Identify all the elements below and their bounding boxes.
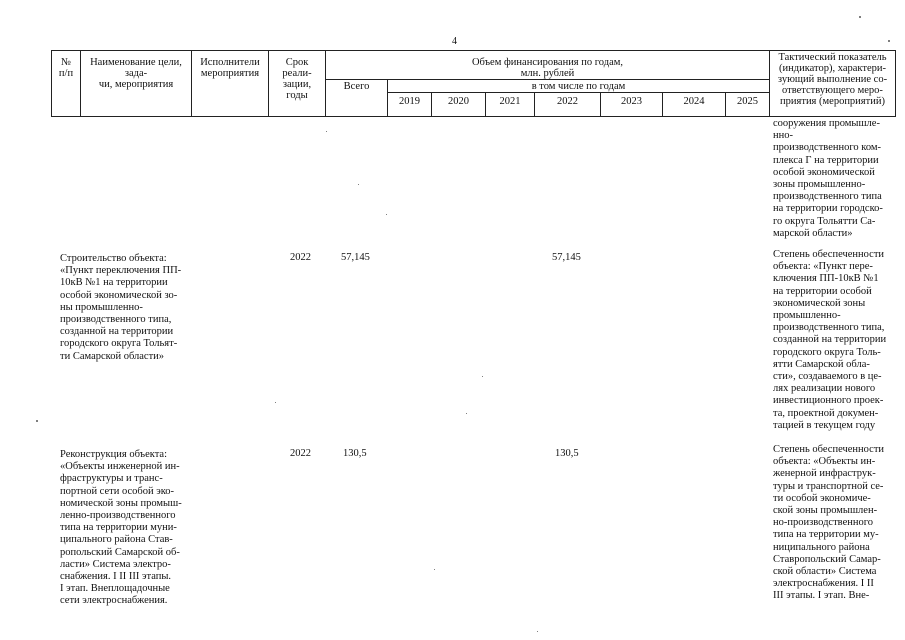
row2-indicator: Степень обеспеченности объекта: «Объекты ин- женерной инфраструк- туры и транспортной се- ти особой экономиче- ской зоны промышлен- но-производственного типа на территории му- ниципального района Ставропольский Самар- ской области» Система электроснабжения. I II III этапы. I этап. Вне-: [773, 444, 885, 602]
scan-speck: [859, 16, 861, 18]
scan-speck: [434, 569, 435, 570]
row2-2022: 130,5: [555, 448, 579, 459]
row2-name: Реконструкция объекта: «Объекты инженерной ин- фраструктуры и транс- портной сети особой эко- номической зоны промыш- ленно-производственного типа на территории муни- ципального района Став- ропольский Самарской об- ласти» Система электро- снабжения. I II III этапы. I этап. Внеплощадочные сети электроснабжения.: [60, 449, 182, 607]
row1-total: 57,145: [341, 252, 370, 263]
indicator-continuation: сооружения промышле- нно- производственного ком- плекса Г на территории особой экономической зоны промышленно- производственного типа на территории городско- го округа Тольятти Са- марской области»: [773, 118, 883, 239]
scan-speck: [888, 40, 890, 42]
row1-2022: 57,145: [552, 252, 581, 263]
row2-total: 130,5: [343, 448, 367, 459]
scan-speck: [482, 376, 483, 377]
header-year-2021: 2021: [499, 96, 521, 107]
scan-speck: [358, 184, 359, 185]
scan-speck: [537, 631, 538, 632]
header-indicator: Тактический показатель (индикатор), характери- зующий выполнение со- ответствующего меро- приятия (мероприятий): [777, 52, 888, 107]
header-year-2019: 2019: [399, 96, 420, 107]
table-right-border: [895, 50, 896, 117]
scan-speck: [386, 214, 387, 215]
header-executors: Исполнители мероприятия: [200, 57, 260, 79]
header-total: Всего: [343, 81, 370, 92]
header-term: Срок реали- зации, годы: [282, 57, 312, 101]
funding-header-divider: [325, 79, 769, 80]
scan-speck: [275, 402, 276, 403]
header-year-2022: 2022: [557, 96, 578, 107]
header-num: № п/п: [58, 57, 74, 79]
scan-speck: [326, 131, 327, 132]
scan-speck: [466, 413, 467, 414]
row1-indicator: Степень обеспеченности объекта: «Пункт пере- ключения ПП-10кВ №1 на территории особой экономической зоны промышленно- производственного типа, созданной на территории городского округа Толь- ятти Самарской обла- сти», создаваемого в це- лях реализации нового инвестиционного проек- та, проектной докумен- тацией в текущем году: [773, 249, 887, 431]
header-year-2025: 2025: [737, 96, 758, 107]
row1-name: Строительство объекта: «Пункт переключения ПП- 10кВ №1 на территории особой экономической зо- ны промышленно- производственного типа, созданной на территории городского округа Тольят- ти Самарской области»: [60, 253, 182, 362]
years-header-divider: [387, 92, 769, 93]
header-year-2023: 2023: [621, 96, 642, 107]
header-by-years: в том числе по годам: [531, 81, 626, 92]
page-number: 4: [452, 36, 457, 47]
scan-speck: [36, 420, 38, 422]
row2-term: 2022: [290, 448, 311, 459]
row1-term: 2022: [290, 252, 311, 263]
header-name: Наименование цели, зада- чи, мероприятия: [90, 57, 182, 90]
header-year-2020: 2020: [448, 96, 469, 107]
header-funding: Объем финансирования по годам, млн. рублей: [471, 57, 624, 79]
header-year-2024: 2024: [683, 96, 705, 107]
